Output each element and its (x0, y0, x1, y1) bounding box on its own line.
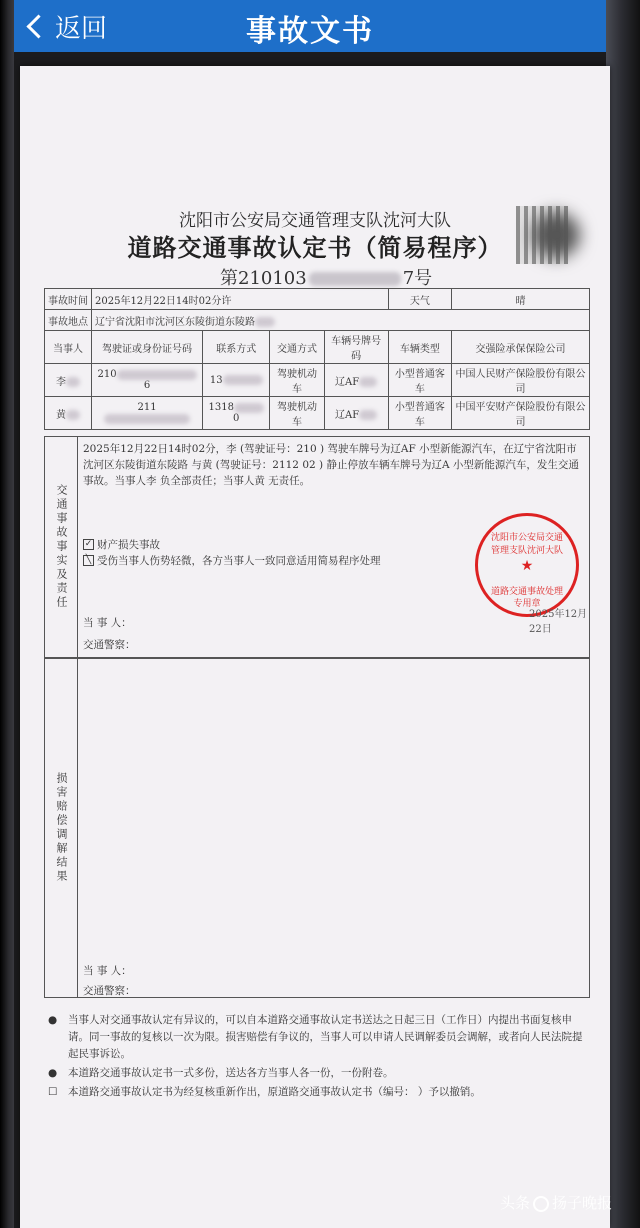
party-phone (203, 397, 270, 430)
party-name (45, 397, 92, 430)
redacted-blur (255, 317, 275, 327)
column-header: 车辆号牌号码 (324, 331, 388, 364)
seal-text: 专用章 (513, 599, 541, 609)
party-mode: 驾驶机动车 (270, 364, 324, 397)
notes-list (44, 1012, 590, 1103)
phone-bezel-left (0, 0, 14, 1228)
redacted-blur (359, 377, 377, 387)
agency-name: 沈阳市公安局交通管理支队沈河大队 (179, 211, 451, 231)
redacted-blur (532, 212, 580, 258)
party-insurer: 中国人民财产保险股份有限公司 (452, 364, 590, 397)
note-text: 本道路交通事故认定书为经复核重新作出，原道路交通事故认定书（编号： ）予以撤销。 (68, 1086, 481, 1098)
checkbox-label: 财产损失事故 (97, 539, 160, 551)
place-value (92, 310, 590, 331)
accident-info-table (44, 288, 590, 430)
place-text: 辽宁省沈阳市沈河区东陵街道东陵路 (95, 316, 255, 328)
compensation-section (44, 658, 590, 998)
checkbox-property-loss (83, 537, 160, 552)
document-number (220, 264, 432, 290)
party-plate-text: 辽AF (335, 409, 360, 421)
document-number-suffix: 7号 (402, 268, 433, 289)
party-phone (203, 364, 270, 397)
column-header: 当事人 (45, 331, 92, 364)
column-header: 车辆类型 (388, 331, 451, 364)
weather-value: 晴 (452, 289, 590, 310)
note-text: 当事人对交通事故认定有异议的，可以自本道路交通事故认定书送达之日起三日（工作日）内提出书面复核申请。同一事故的复核以一次为限。损害赔偿有争议的，当事人可以申请人民调解委员会调解，或者向人民法院提起民事诉讼。 (68, 1014, 583, 1060)
party-vehicle-type: 小型普通客车 (388, 364, 451, 397)
star-icon: ★ (520, 558, 534, 574)
party-id-tail: 6 (143, 380, 151, 391)
facts-label-text: 交通事故事实及责任 (55, 484, 68, 610)
party-insurer: 中国平安财产保险股份有限公司 (452, 397, 590, 430)
party-vehicle-type: 小型普通客车 (388, 397, 451, 430)
back-label: 返回 (55, 14, 108, 44)
facts-text: 2025年12月22日14时02分，李 (驾驶证号：210 ) 驾驶车牌号为辽AF 小型新能源汽车，在辽宁省沈阳市沈河区东陵街道东陵路 与黄 (驾驶证号：2112 02 ) 静止停放车辆车牌号为辽A 小型新能源汽车，发生交通事故。当事人李 负全部责任；当事人黄 无责任。 (83, 443, 579, 487)
party-id (92, 364, 203, 397)
compensation-label-text: 损害赔偿调解结果 (55, 772, 68, 884)
party-plate (324, 397, 388, 430)
redacted-blur (66, 377, 80, 387)
table-row (45, 397, 590, 430)
seal-arc-text: 沈阳市公安局交通管理支队沈河大队 (490, 533, 563, 556)
party-signature-line: 当 事 人： (83, 965, 132, 977)
column-header: 联系方式 (203, 331, 270, 364)
table-row (45, 310, 590, 331)
checkbox-minor-injury (83, 553, 381, 568)
document-number-prefix: 第210103 (220, 268, 307, 289)
party-plate-text: 辽AF (335, 376, 360, 388)
official-seal (475, 513, 579, 617)
facts-label (45, 437, 78, 657)
party-id (92, 397, 203, 430)
place-label: 事故地点 (45, 310, 92, 331)
redacted-blur (117, 370, 197, 380)
redacted-blur (234, 403, 264, 413)
redacted-blur (66, 410, 80, 420)
bullet-icon: ● (48, 1014, 58, 1026)
column-header: 驾驶证或身份证号码 (92, 331, 203, 364)
watermark (500, 1192, 612, 1213)
column-header: 交通方式 (270, 331, 324, 364)
seal-date: 2025年12月22日 (529, 609, 588, 635)
top-navigation-bar (14, 0, 606, 52)
weather-label: 天气 (388, 289, 451, 310)
note-text: 本道路交通事故认定书一式多份，送达各方当事人各一份，一份附卷。 (68, 1067, 394, 1079)
time-label: 事故时间 (45, 289, 92, 310)
watermark-right: 扬子晚报 (552, 1194, 613, 1212)
party-phone-text: 13 (209, 374, 223, 386)
party-plate (324, 364, 388, 397)
table-row (45, 364, 590, 397)
party-phone-tail: 0 (233, 413, 240, 424)
list-item (44, 1065, 590, 1082)
column-header: 交强险承保保险公司 (452, 331, 590, 364)
list-item (44, 1012, 590, 1063)
time-value: 2025年12月22日14时02分许 (92, 289, 389, 310)
party-id-text: 210 (97, 369, 117, 380)
party-signature-line: 当 事 人： (83, 617, 132, 629)
checkbox-icon: ☐ (48, 1086, 58, 1098)
redacted-blur (359, 410, 377, 420)
party-id-text: 211 (137, 402, 157, 413)
checkmark-icon: ╲ (83, 555, 94, 566)
accident-document (20, 66, 613, 1228)
party-name-text: 黄 (56, 409, 66, 421)
party-phone-text: 1318 (208, 402, 234, 413)
bullet-icon: ● (48, 1067, 58, 1079)
document-title: 道路交通事故认定书（简易程序） (127, 233, 503, 262)
party-name-text: 李 (56, 376, 66, 388)
watermark-left: 头条 (500, 1194, 531, 1212)
phone-bezel-right (606, 0, 640, 1228)
redacted-blur (104, 414, 190, 424)
party-name (45, 364, 92, 397)
redacted-blur (223, 375, 263, 385)
checkbox-label: 受伤当事人伤势轻微，各方当事人一致同意适用简易程序处理 (97, 555, 381, 567)
officer-signature-line: 交通警察： (83, 639, 136, 651)
page-title: 事故文书 (246, 14, 374, 49)
checkmark-icon: ✓ (84, 539, 93, 549)
toutiao-icon (533, 1196, 549, 1212)
compensation-label (45, 659, 78, 997)
redacted-blur (309, 272, 401, 286)
table-row (45, 289, 590, 310)
seal-text: 道路交通事故处理 (490, 587, 563, 597)
table-header-row (45, 331, 590, 364)
facts-section (44, 436, 590, 658)
list-item (44, 1084, 590, 1101)
officer-signature-line: 交通警察： (83, 985, 136, 997)
party-mode: 驾驶机动车 (270, 397, 324, 430)
